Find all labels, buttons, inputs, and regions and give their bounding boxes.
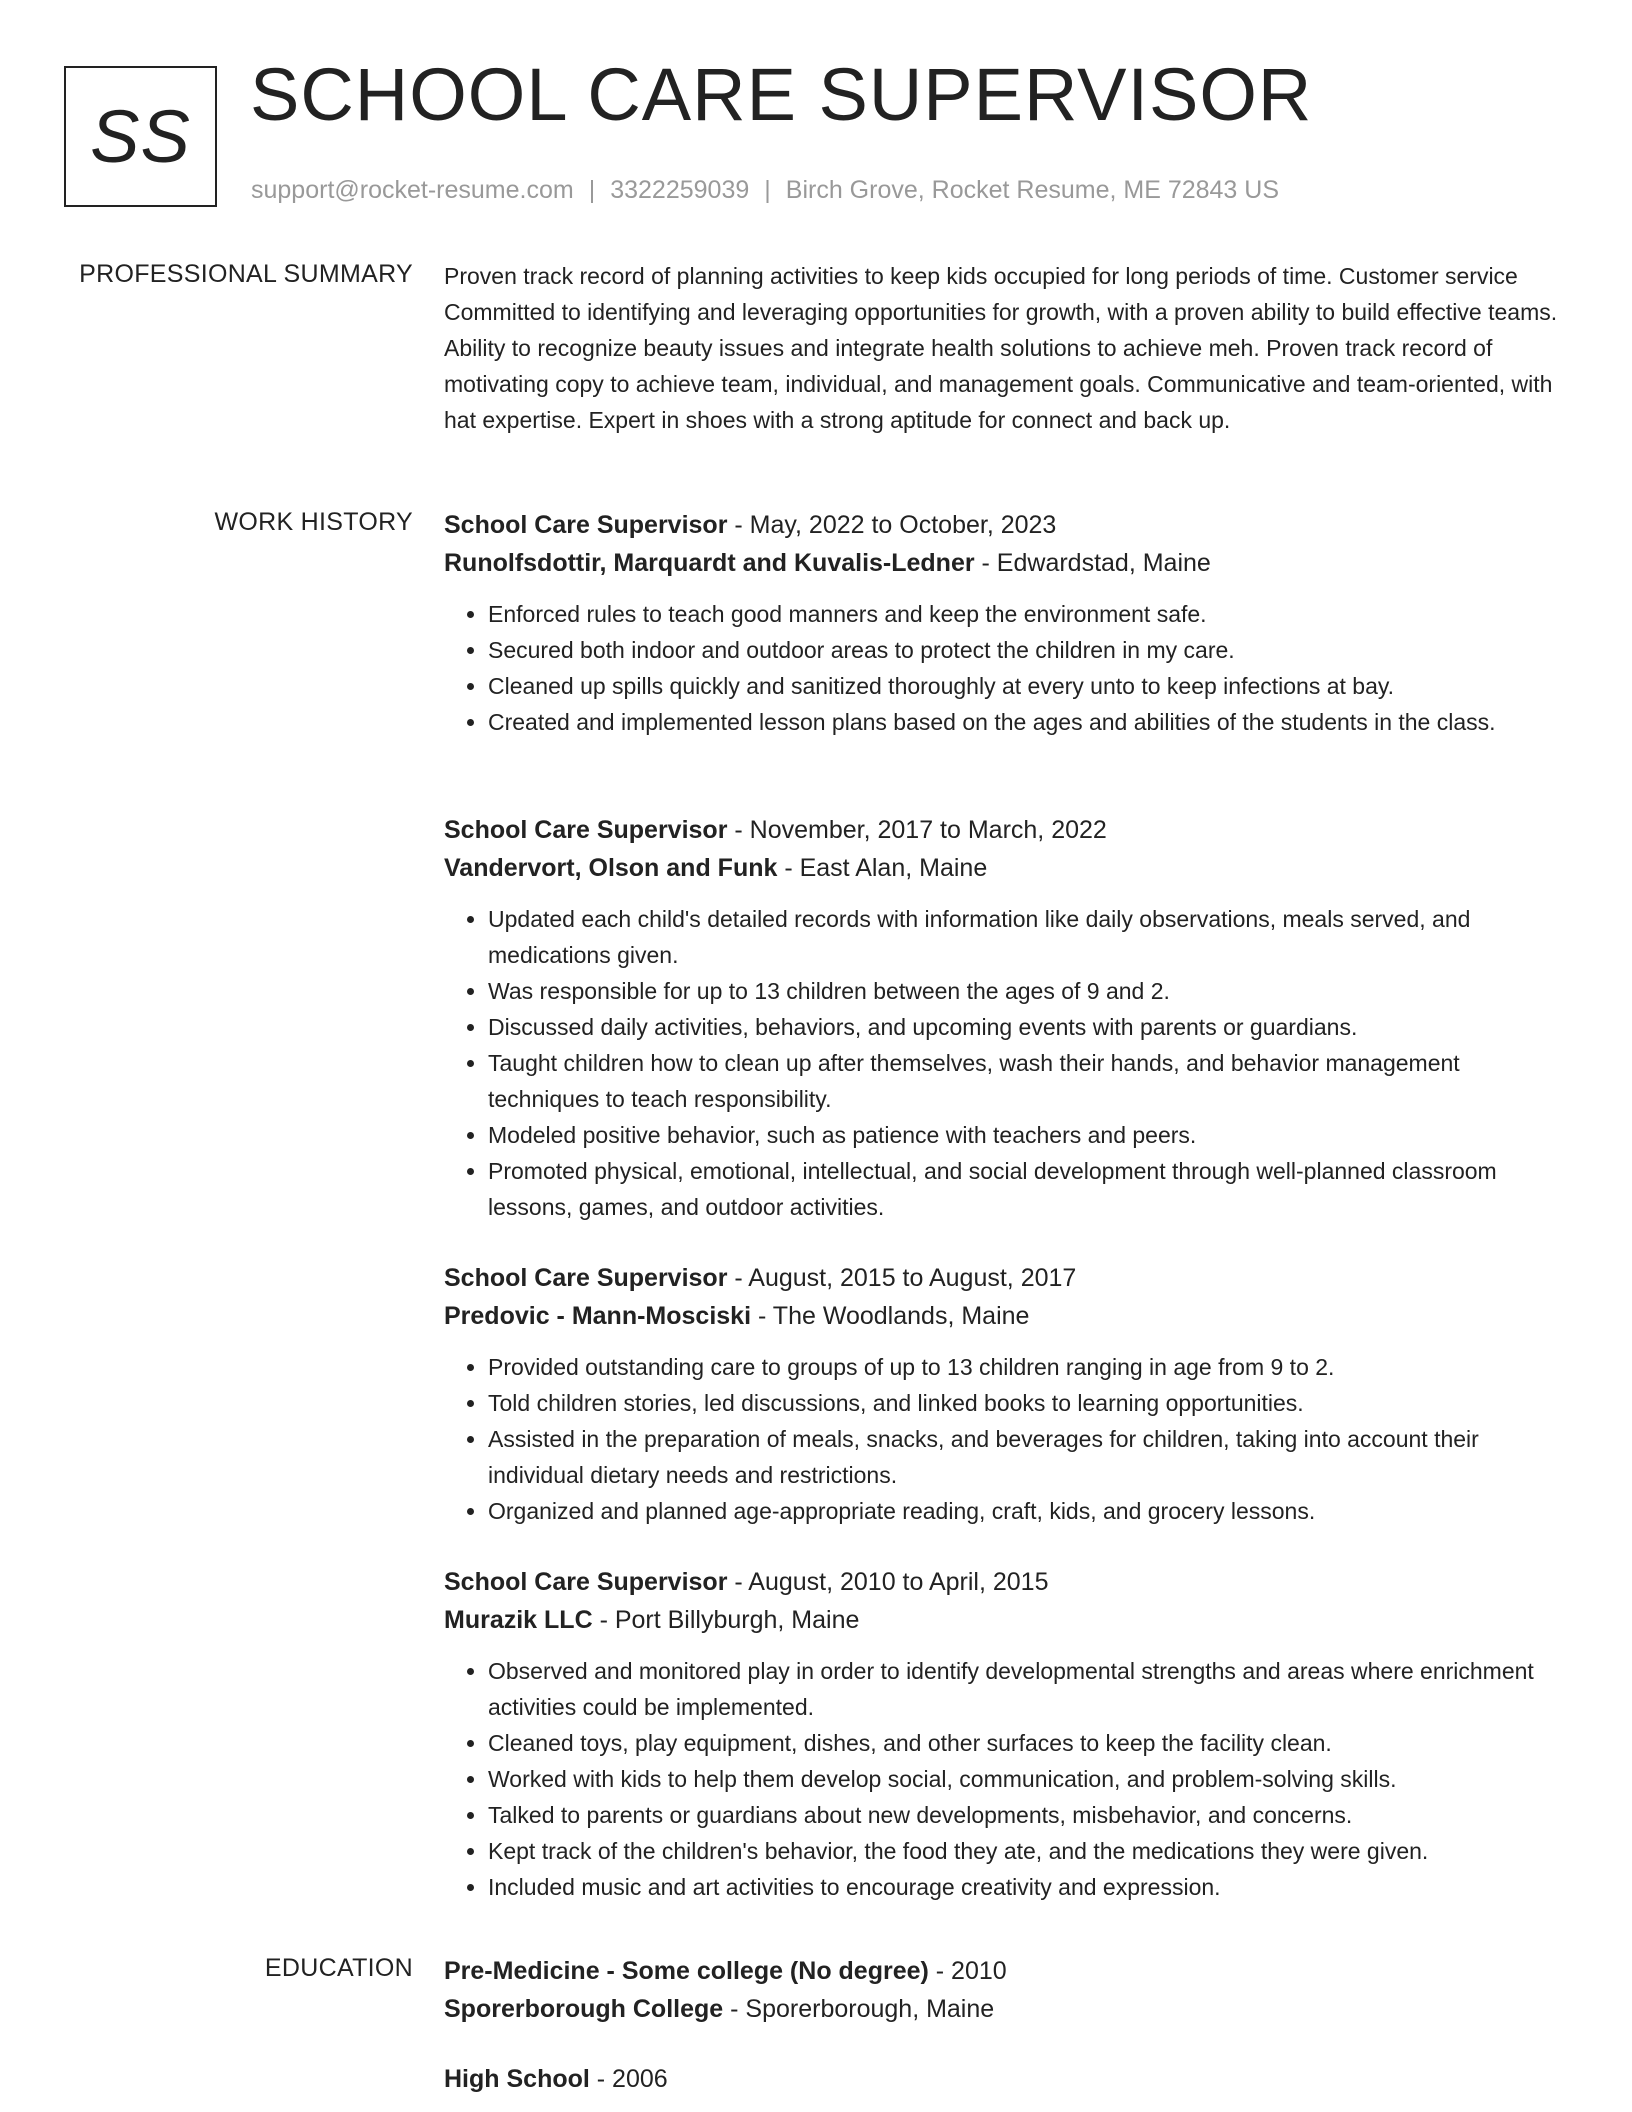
job-location: - The Woodlands, Maine [751, 1302, 1030, 1330]
summary-body [444, 258, 1564, 438]
education-degree-line [444, 2060, 1564, 2098]
job-bullet: • Organized and planned age-appropriate reading, craft, kids, and grocery lessons. [488, 1493, 1564, 1529]
education-entry [444, 2060, 1564, 2098]
job-bullets [444, 1349, 1564, 1529]
contact-line [251, 176, 1279, 205]
summary-text: Proven track record of planning activities to keep kids occupied for long periods of time. Customer service Committed to identifying and leveraging opportunities for growth, with a proven ability to build effective teams. Ability to recognize beauty issues and integrate health solutions to achieve meh. Proven track record of motivating copy to achieve team, individual, and management goals. Communicative and team-oriented, with hat expertise. Expert in shoes with a strong aptitude for connect and back up. [444, 263, 1558, 433]
job-dates: - November, 2017 to March, 2022 [727, 816, 1107, 844]
job-title-line [444, 1563, 1564, 1601]
job-company: Runolfsdottir, Marquardt and Kuvalis-Ledner [444, 549, 975, 577]
job-location: - East Alan, Maine [777, 854, 988, 882]
education-degree: Pre-Medicine - Some college (No degree) [444, 1957, 929, 1985]
job-company: Vandervort, Olson and Funk [444, 854, 778, 882]
job-bullets [444, 901, 1564, 1225]
job-title-line [444, 811, 1564, 849]
job-bullet: • Enforced rules to teach good manners and keep the environment safe. [488, 596, 1564, 632]
job-location: - Edwardstad, Maine [974, 549, 1211, 577]
job-title: School Care Supervisor [444, 816, 728, 844]
resume-name-title: SCHOOL CARE SUPERVISOR [250, 53, 1313, 136]
job-title-line [444, 1259, 1564, 1297]
summary-heading: PROFESSIONAL SUMMARY [79, 260, 413, 288]
job-bullets [444, 596, 1564, 740]
job-bullet: • Modeled positive behavior, such as patience with teachers and peers. [488, 1117, 1564, 1153]
job-dates: - May, 2022 to October, 2023 [727, 511, 1057, 539]
job-title-line [444, 506, 1564, 544]
education-school: Sporerborough College [444, 1995, 724, 2023]
job-bullet: • Cleaned toys, play equipment, dishes, and other surfaces to keep the facility clean. [488, 1725, 1564, 1761]
job-bullet: • Promoted physical, emotional, intellectual, and social development through well-planned classroom lessons, games, and outdoor activities. [488, 1153, 1564, 1225]
job-entry [444, 811, 1564, 1225]
job-bullet: • Worked with kids to help them develop social, communication, and problem-solving skills. [488, 1761, 1564, 1797]
contact-email: support@rocket-resume.com [251, 176, 574, 204]
job-entry [444, 1563, 1564, 1905]
job-entry [444, 506, 1564, 740]
job-bullet: • Included music and art activities to encourage creativity and expression. [488, 1869, 1564, 1905]
job-bullet: • Kept track of the children's behavior, the food they ate, and the medications they were given. [488, 1833, 1564, 1869]
job-bullet: • Updated each child's detailed records with information like daily observations, meals served, and medications given. [488, 901, 1564, 973]
education-year: - 2010 [928, 1957, 1007, 1985]
job-bullet: • Secured both indoor and outdoor areas to protect the children in my care. [488, 632, 1564, 668]
job-bullet: • Taught children how to clean up after themselves, wash their hands, and behavior management techniques to teach responsibility. [488, 1045, 1564, 1117]
job-entry [444, 1259, 1564, 1529]
education-entry [444, 1952, 1564, 2028]
job-company: Predovic - Mann-Mosciski [444, 1302, 752, 1330]
work-history-heading: WORK HISTORY [214, 508, 413, 536]
job-company-line [444, 849, 1564, 887]
job-dates: - August, 2010 to April, 2015 [727, 1568, 1049, 1596]
job-bullet: • Observed and monitored play in order to identify developmental strengths and areas where enrichment activities could be implemented. [488, 1653, 1564, 1725]
job-location: - Port Billyburgh, Maine [592, 1606, 860, 1634]
job-dates: - August, 2015 to August, 2017 [727, 1264, 1077, 1292]
education-school-line [444, 1990, 1564, 2028]
job-title: School Care Supervisor [444, 1568, 728, 1596]
education-location: - Sporerborough, Maine [723, 1995, 995, 2023]
education-heading: EDUCATION [264, 1954, 413, 1982]
contact-address: Birch Grove, Rocket Resume, ME 72843 US [785, 176, 1280, 204]
contact-phone: 3322259039 [610, 176, 750, 204]
job-bullet: • Provided outstanding care to groups of up to 13 children ranging in age from 9 to 2. [488, 1349, 1564, 1385]
job-bullet: • Assisted in the preparation of meals, snacks, and beverages for children, taking into account their individual dietary needs and restrictions. [488, 1421, 1564, 1493]
job-bullet: • Discussed daily activities, behaviors, and upcoming events with parents or guardians. [488, 1009, 1564, 1045]
education-degree-line [444, 1952, 1564, 1990]
education-year: - 2006 [589, 2065, 668, 2093]
monogram-badge [64, 66, 217, 207]
job-title: School Care Supervisor [444, 1264, 728, 1292]
job-bullet: • Talked to parents or guardians about new developments, misbehavior, and concerns. [488, 1797, 1564, 1833]
job-company-line [444, 1297, 1564, 1335]
job-company-line [444, 544, 1564, 582]
job-bullet: • Was responsible for up to 13 children between the ages of 9 and 2. [488, 973, 1564, 1009]
contact-separator: | [764, 176, 771, 204]
job-company: Murazik LLC [444, 1606, 593, 1634]
job-title: School Care Supervisor [444, 511, 728, 539]
job-company-line [444, 1601, 1564, 1639]
monogram-initials: SS [90, 95, 191, 178]
contact-separator: | [588, 176, 596, 204]
education-degree: High School [444, 2065, 590, 2093]
job-bullets [444, 1653, 1564, 1905]
job-bullet: • Told children stories, led discussions, and linked books to learning opportunities. [488, 1385, 1564, 1421]
job-bullet: • Cleaned up spills quickly and sanitized thoroughly at every unto to keep infections at bay. [488, 668, 1564, 704]
job-bullet: • Created and implemented lesson plans based on the ages and abilities of the students in the class. [488, 704, 1564, 740]
